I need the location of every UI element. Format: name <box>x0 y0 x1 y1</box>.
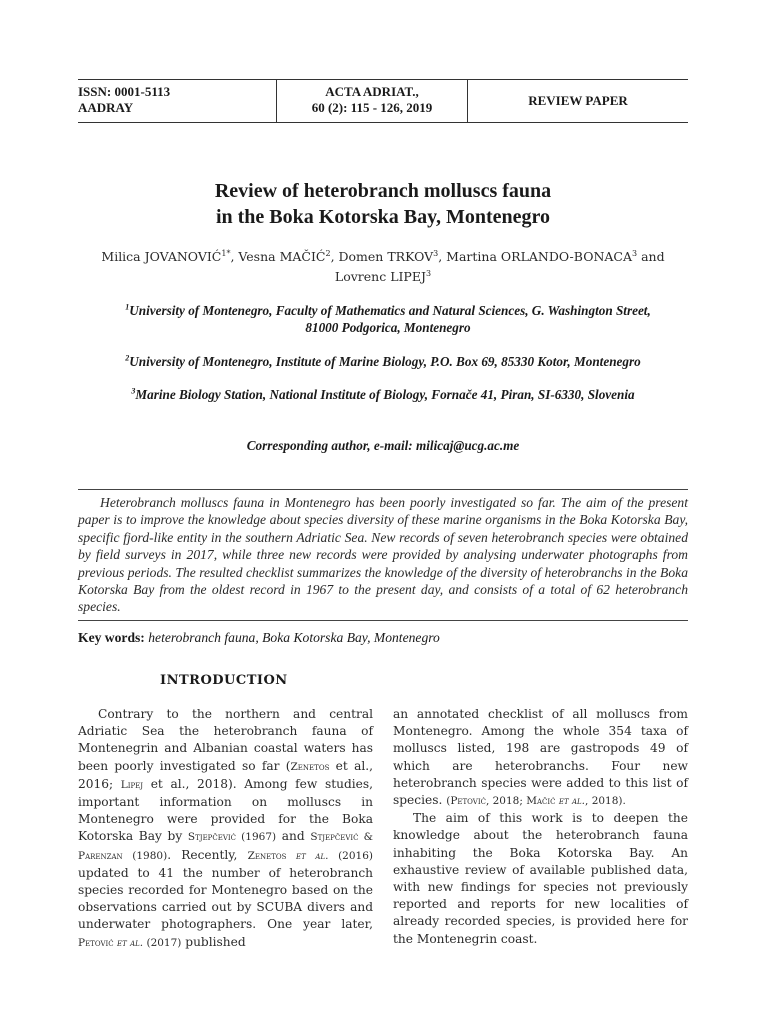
affiliation-3-sup: 3 <box>131 386 136 396</box>
affiliation-1-sup: 1 <box>125 302 130 312</box>
affiliation-3 <box>78 386 688 403</box>
citation: (Petović, 2018; Mačić <box>446 795 556 808</box>
author-2: , Vesna MAČIĆ <box>230 249 326 264</box>
citation: Petović <box>78 936 114 949</box>
volume-pages: 60 (2): 115 - 126, 2019 <box>311 100 433 115</box>
title-line-2: in the Boka Kotorska Bay, Montenegro <box>215 206 551 228</box>
author-3: , Domen TRKOV <box>330 249 434 264</box>
header-citation-cell <box>276 80 468 122</box>
journal-header <box>78 79 688 123</box>
text: an annotated checklist of all molluscs from Montenegro. Among the whole 354 taxa of molluscs listed, 198 are gastropods 49 of which are heterobranchs. Four new heterobranch species were added to this list of species. <box>393 707 688 808</box>
citation: Stjepčević & Parenzan (1980) <box>78 831 373 862</box>
affiliation-3-text: Marine Biology Station, National Institute of Biology, Fornače 41, Piran, SI-6330, Slovenia <box>135 387 635 402</box>
citation: Zenetos <box>290 760 330 773</box>
affiliation-1-text: University of Montenegro, Faculty of Mathematics and Natural Sciences, G. Washington Street, 81000 Podgorica, Montenegro <box>129 303 651 335</box>
issn: ISSN: 0001-5113 <box>78 84 171 99</box>
text: and <box>276 829 311 844</box>
citation: , 2018). <box>585 795 626 808</box>
affiliation-2-sup: 2 <box>125 353 130 363</box>
keywords <box>78 630 688 646</box>
section-heading-introduction: INTRODUCTION <box>160 673 288 688</box>
abstract: Heterobranch molluscs fauna in Montenegro has been poorly investigated so far. The aim of the present paper is to improve the knowledge about species diversity of these marine organisms in the Boka Kotorska Bay, specific fjord-like entity in the southern Adriatic Sea. New records of seven heterobranch species were obtained by field surveys in 2017, while three new records were provided by analysing underwater photographs from previous periods. The resulted checklist summarizes the knowledge of the diversity of heterobranchs in the Boka Kotorska Bay from the oldest record in 1967 to the present day, and consists of a total of 62 heterobranch species. <box>78 495 688 615</box>
author-2-sup: 2 <box>325 248 331 258</box>
text: . Recently, <box>167 847 248 862</box>
author-4-sup: 3 <box>632 248 638 258</box>
affiliation-1 <box>118 302 658 336</box>
citation: et al. <box>286 849 329 862</box>
citation: Zenetos <box>247 849 287 862</box>
text: Contrary to the northern and central Adriatic Sea the heterobranch fauna of Montenegrin and Albanian coastal waters has been poorly investigated so far ( <box>78 707 373 773</box>
text: published <box>181 934 246 949</box>
text: updated to 41 the number of heterobranch species recorded for Montenegro based on the observations carried out by SCUBA divers and underwater photographers. One year later, <box>78 865 373 932</box>
keywords-text: heterobranch fauna, Boka Kotorska Bay, Montenegro <box>148 630 440 645</box>
author-1-sup: 1* <box>221 248 231 258</box>
author-list <box>100 247 666 287</box>
corresponding-author: Corresponding author, e-mail: milicaj@ucg.ac.me <box>246 438 520 453</box>
citation: (2016) <box>328 849 373 862</box>
paper-title <box>78 178 688 230</box>
citation: (2017) <box>143 936 182 949</box>
text: et al., 2018). Among few studies, important information on molluscs in Montenegro were provided for the Boka Kotorska Bay by <box>78 776 373 844</box>
author-1: Milica JOVANOVIĆ <box>101 249 222 264</box>
keywords-label: Key words: <box>78 630 145 645</box>
citation: et al. <box>555 795 586 808</box>
journal-code: AADRAY <box>78 100 134 115</box>
header-issn-cell <box>78 80 276 122</box>
journal-name: ACTA ADRIAT., <box>325 84 419 99</box>
text: et al., 2016; <box>78 758 373 791</box>
citation: Lipej <box>120 778 144 791</box>
paragraph <box>393 706 688 810</box>
header-type-cell <box>468 80 688 122</box>
paragraph <box>78 706 373 952</box>
citation: Stjepčević (1967) <box>187 831 277 844</box>
title-line-1: Review of heterobranch molluscs fauna <box>214 180 552 202</box>
author-5: and Lovrenc LIPEJ <box>334 249 665 284</box>
author-4: , Martina ORLANDO-BONACA <box>438 249 633 264</box>
author-5-sup: 3 <box>425 268 432 278</box>
abstract-top-rule <box>78 489 688 490</box>
paper-type: REVIEW PAPER <box>528 93 628 108</box>
citation: et al. <box>113 936 144 949</box>
author-3-sup: 3 <box>433 248 439 258</box>
affiliation-2 <box>78 353 688 370</box>
body-column-right <box>393 706 688 948</box>
affiliation-2-text: University of Montenegro, Institute of Marine Biology, P.O. Box 69, 85330 Kotor, Montenegro <box>129 354 641 369</box>
abstract-bottom-rule <box>78 620 688 621</box>
body-column-left <box>78 706 373 952</box>
paragraph: The aim of this work is to deepen the knowledge about the heterobranch fauna inhabiting the Boka Kotorska Bay. An exhaustive review of available published data, with new findings for species not previously reported and reports for new localities of already recorded species, is provided here for the Montenegrin coast. <box>393 811 688 946</box>
